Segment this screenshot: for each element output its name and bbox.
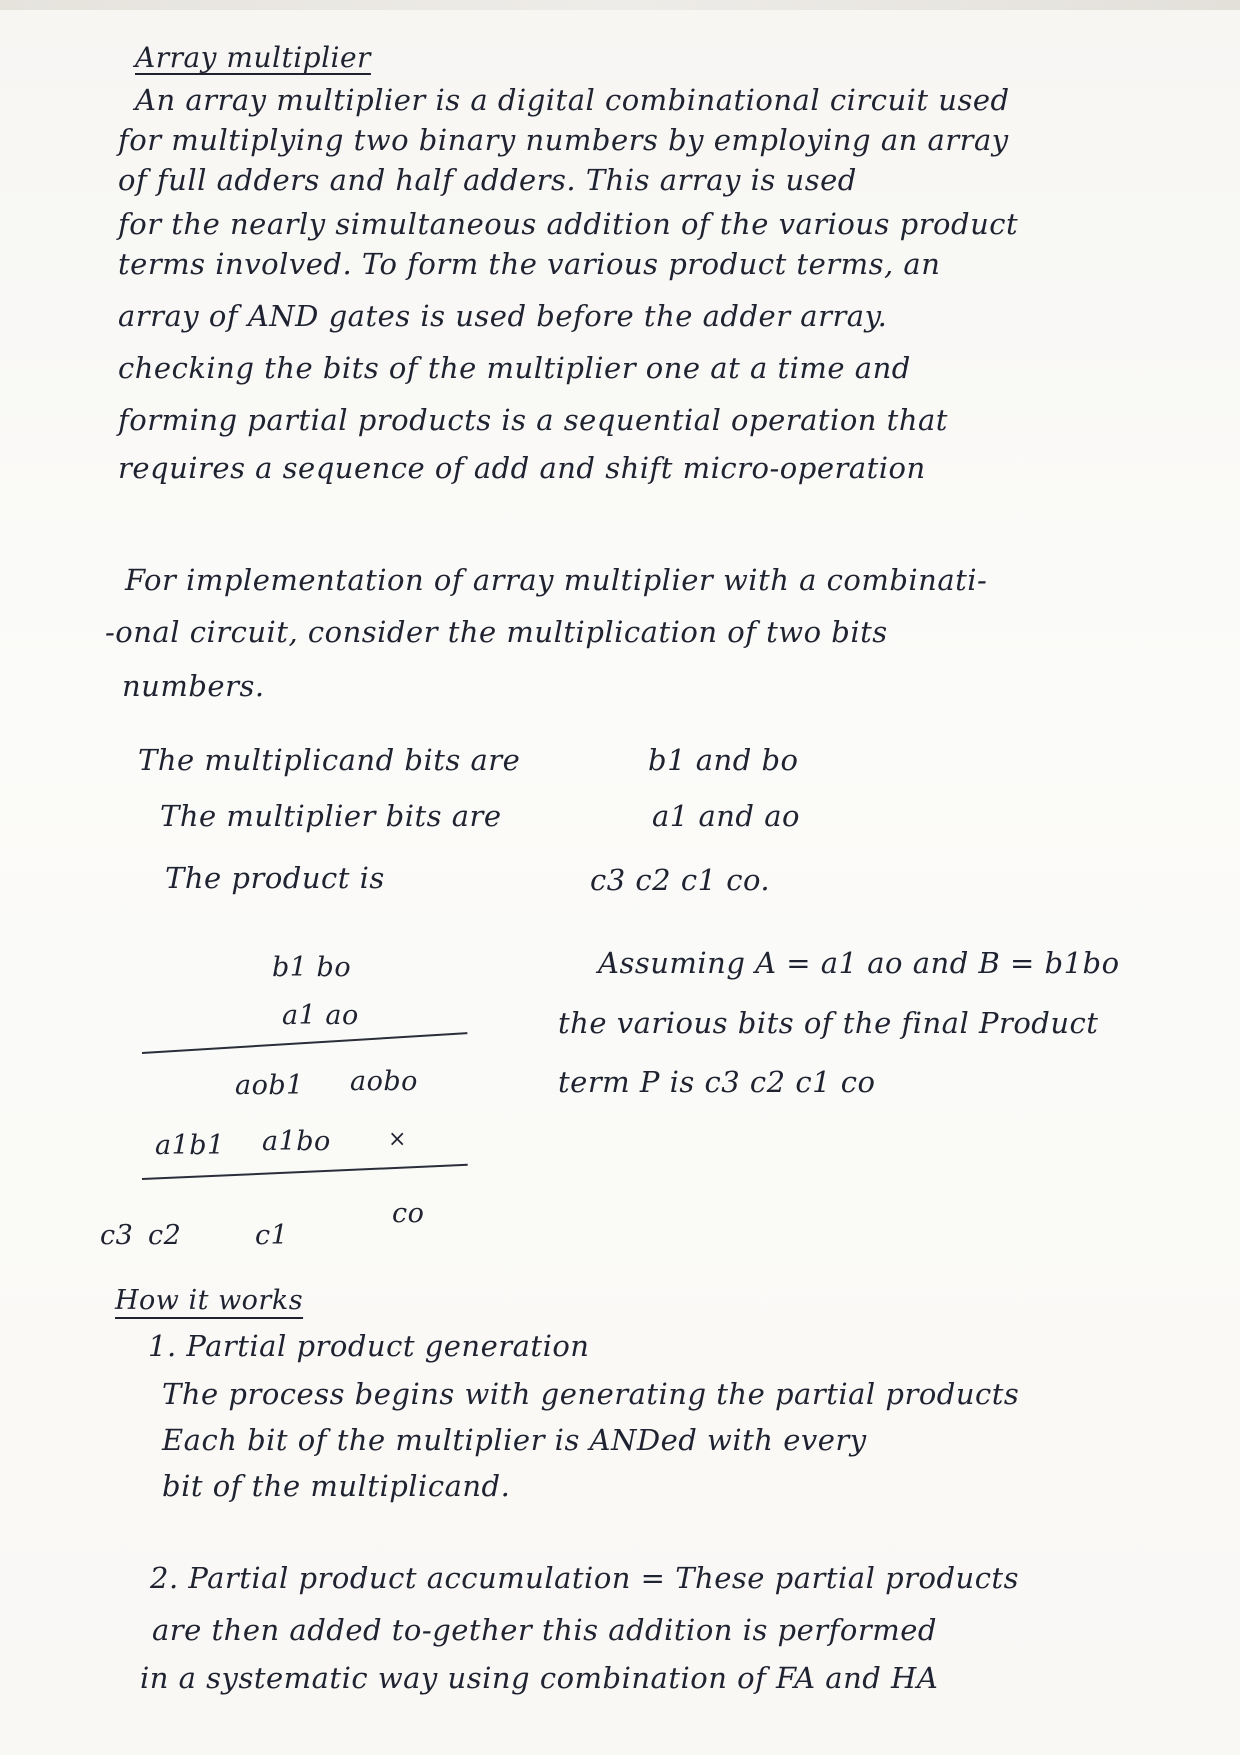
definition-value: a1 and ao — [652, 799, 800, 833]
text-line: checking the bits of the multiplier one at a time and — [118, 351, 911, 385]
text-line: term P is c3 c2 c1 co — [558, 1065, 876, 1099]
text-line: requires a sequence of add and shift micro-operation — [118, 451, 926, 485]
text-line: The process begins with generating the partial products — [162, 1377, 1020, 1411]
partial-product: aobo — [350, 1066, 418, 1097]
text-line: An array multiplier is a digital combinational circuit used — [135, 83, 1010, 117]
page-title: Array multiplier — [135, 41, 371, 74]
result-bit: c3 — [100, 1220, 134, 1251]
text-line: For implementation of array multiplier with a combinati- — [125, 563, 988, 597]
multiplicand-row: b1 bo — [272, 952, 352, 983]
definition-label: The multiplicand bits are — [138, 743, 521, 777]
text-line: forming partial products is a sequential operation that — [118, 403, 948, 437]
text-line: in a systematic way using combination of FA and HA — [140, 1661, 939, 1695]
text-line: -onal circuit, consider the multiplication of two bits — [105, 615, 888, 649]
text-line: Assuming A = a1 ao and B = b1bo — [598, 946, 1120, 980]
result-bit: c1 — [255, 1220, 289, 1251]
text-line: for the nearly simultaneous addition of the various product — [118, 207, 1019, 241]
text-line: bit of the multiplicand. — [162, 1469, 511, 1503]
partial-product: aob1 — [235, 1070, 304, 1101]
text-line: for multiplying two binary numbers by employing an array — [118, 123, 1009, 157]
text-line: terms involved. To form the various product terms, an — [118, 247, 941, 281]
text-line: numbers. — [122, 669, 265, 703]
definition-label: The product is — [165, 861, 385, 895]
result-bit: c2 — [148, 1220, 182, 1251]
definition-value: c3 c2 c1 co. — [590, 863, 771, 897]
text-line: the various bits of the final Product — [558, 1006, 1099, 1040]
text-line: are then added to-gether this addition is performed — [152, 1613, 937, 1647]
page-top-edge — [0, 0, 1240, 10]
text-line: array of AND gates is used before the adder array. — [118, 299, 888, 333]
underline-rule — [142, 1032, 468, 1054]
text-line: of full adders and half adders. This array is used — [118, 163, 857, 197]
placeholder-mark: × — [388, 1127, 407, 1152]
step-title: 1. Partial product generation — [148, 1329, 590, 1363]
partial-product: a1b1 — [155, 1130, 225, 1161]
sum-rule — [142, 1164, 468, 1180]
section-heading: How it works — [115, 1285, 304, 1316]
definition-label: The multiplier bits are — [160, 799, 502, 833]
step-title: 2. Partial product accumulation = These partial products — [150, 1561, 1019, 1595]
definition-value: b1 and bo — [648, 743, 799, 777]
multiplier-row: a1 ao — [282, 1000, 359, 1031]
text-line: Each bit of the multiplier is ANDed with every — [162, 1423, 867, 1457]
partial-product: a1bo — [262, 1126, 331, 1157]
result-bit: co — [392, 1198, 425, 1229]
